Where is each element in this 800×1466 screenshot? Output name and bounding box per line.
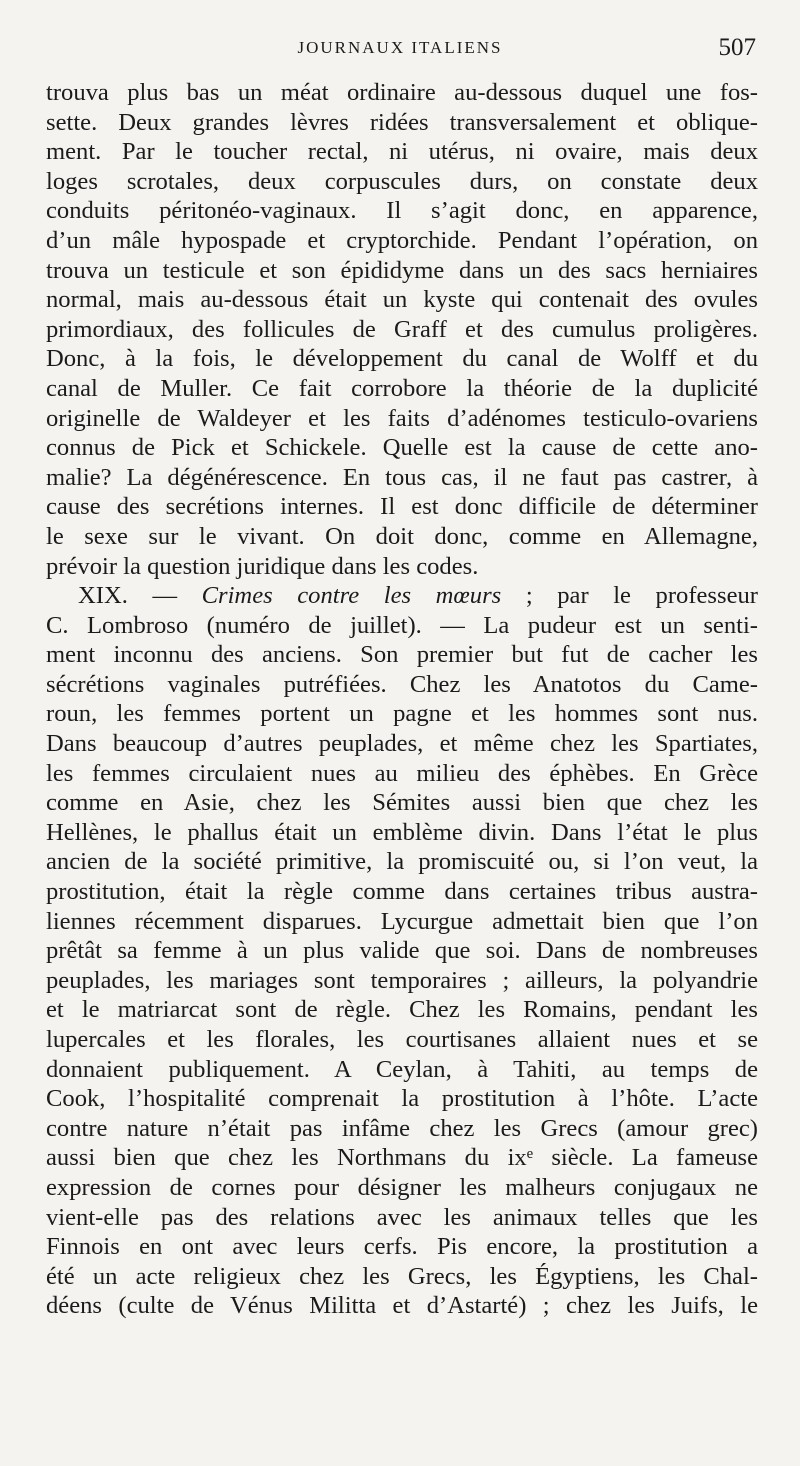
text-line: ment. Par le toucher rectal, ni utérus, ni ovaire, mais deux xyxy=(46,138,758,166)
text-line: loges scrotales, deux corpuscules durs, on constate deux xyxy=(46,167,758,195)
section-heading-line xyxy=(46,581,758,611)
text-line: comme en Asie, chez les Sémites aussi bien que chez les xyxy=(46,789,758,817)
text-line: trouva plus bas un méat ordinaire au-dessous duquel une fos- xyxy=(46,79,758,106)
text-line: sette. Deux grandes lèvres ridées transversalement et oblique- xyxy=(46,108,758,136)
text-line: ancien de la société primitive, la promiscuité ou, si l’on veut, la xyxy=(46,848,758,876)
text-line: déens (culte de Vénus Militta et d’Astarté) ; chez les Juifs, le xyxy=(46,1292,758,1320)
text-line: primordiaux, des follicules de Graff et des cumulus proligères. xyxy=(46,315,758,343)
text-line: trouva un testicule et son épididyme dans un des sacs herniaires xyxy=(46,256,758,284)
article-author-intro: ; par le professeur xyxy=(525,582,758,610)
text-line: Dans beaucoup d’autres peuplades, et même chez les Spartiates, xyxy=(46,730,758,758)
text-line: lupercales et les florales, les courtisanes allaient nues et se xyxy=(46,1026,758,1053)
text-line: aussi bien que chez les Northmans du ixᵉ siècle. La fameuse xyxy=(46,1144,758,1172)
paragraph-crimes-contre-les-moeurs xyxy=(46,581,758,1321)
text-line: Hellènes, le phallus était un emblème divin. Dans l’état le plus xyxy=(46,818,758,846)
text-line: roun, les femmes portent un pagne et les hommes sont nus. xyxy=(46,700,758,728)
text-line: prostitution, était la règle comme dans certaines tribus austra- xyxy=(46,878,758,906)
text-line: conduits péritonéo-vaginaux. Il s’agit donc, en apparence, xyxy=(46,197,758,225)
text-line: canal de Muller. Ce fait corrobore la théorie de la duplicité xyxy=(46,374,758,402)
text-line: Finnois en ont avec leurs cerfs. Pis encore, la prostitution a xyxy=(46,1233,758,1261)
text-line: connus de Pick et Schickele. Quelle est la cause de cette ano- xyxy=(46,434,758,462)
text-line: prévoir la question juridique dans les codes. xyxy=(46,552,479,580)
text-line: malie? La dégénérescence. En tous cas, il ne faut pas castrer, à xyxy=(46,463,758,491)
text-line: donnaient publiquement. A Ceylan, à Tahiti, au temps de xyxy=(46,1055,758,1083)
text-line: d’un mâle hypospade et cryptorchide. Pendant l’opération, on xyxy=(46,226,758,254)
text-line: le sexe sur le vivant. On doit donc, comme en Allemagne, xyxy=(46,522,758,550)
text-line: ment inconnu des anciens. Son premier but fut de cacher les xyxy=(46,641,758,669)
running-header xyxy=(40,34,760,66)
page-number: 507 xyxy=(718,34,756,61)
article-title: Crimes contre les mœurs xyxy=(201,582,502,610)
text-line: peuplades, les mariages sont temporaires ; ailleurs, la polyandrie xyxy=(46,966,758,994)
paragraph-continuation xyxy=(46,78,758,581)
text-line: et le matriarcat sont de règle. Chez les Romains, pendant les xyxy=(46,996,758,1024)
text-line: vient-elle pas des relations avec les animaux telles que les xyxy=(46,1203,758,1231)
section-dash: — xyxy=(152,582,178,610)
text-line: prêtât sa femme à un plus valide que soi. Dans de nombreuses xyxy=(46,937,758,965)
text-line: les femmes circulaient nues au milieu des éphèbes. En Grèce xyxy=(46,759,758,787)
running-head-title: JOURNAUX ITALIENS xyxy=(297,38,503,57)
text-line: Cook, l’hospitalité comprenait la prostitution à l’hôte. L’acte xyxy=(46,1085,758,1113)
text-line: été un acte religieux chez les Grecs, les Égyptiens, les Chal- xyxy=(46,1262,758,1290)
text-line: expression de cornes pour désigner les malheurs conjugaux ne xyxy=(46,1173,758,1201)
text-line: originelle de Waldeyer et les faits d’adénomes testiculo-ovariens xyxy=(46,404,758,432)
text-line: liennes récemment disparues. Lycurgue admettait bien que l’on xyxy=(46,907,758,935)
text-line: cause des secrétions internes. Il est donc difficile de déterminer xyxy=(46,493,758,521)
text-line: C. Lombroso (numéro de juillet). — La pudeur est un senti- xyxy=(46,611,758,639)
body-text xyxy=(46,78,758,1321)
text-line: normal, mais au-dessous était un kyste qui contenait des ovules xyxy=(46,286,758,314)
section-number: XIX. xyxy=(78,582,128,610)
text-line: sécrétions vaginales putréfiées. Chez les Anatotos du Came- xyxy=(46,670,758,698)
text-line: Donc, à la fois, le développement du canal de Wolff et du xyxy=(46,345,758,373)
text-line: contre nature n’était pas infâme chez les Grecs (amour grec) xyxy=(46,1114,758,1142)
